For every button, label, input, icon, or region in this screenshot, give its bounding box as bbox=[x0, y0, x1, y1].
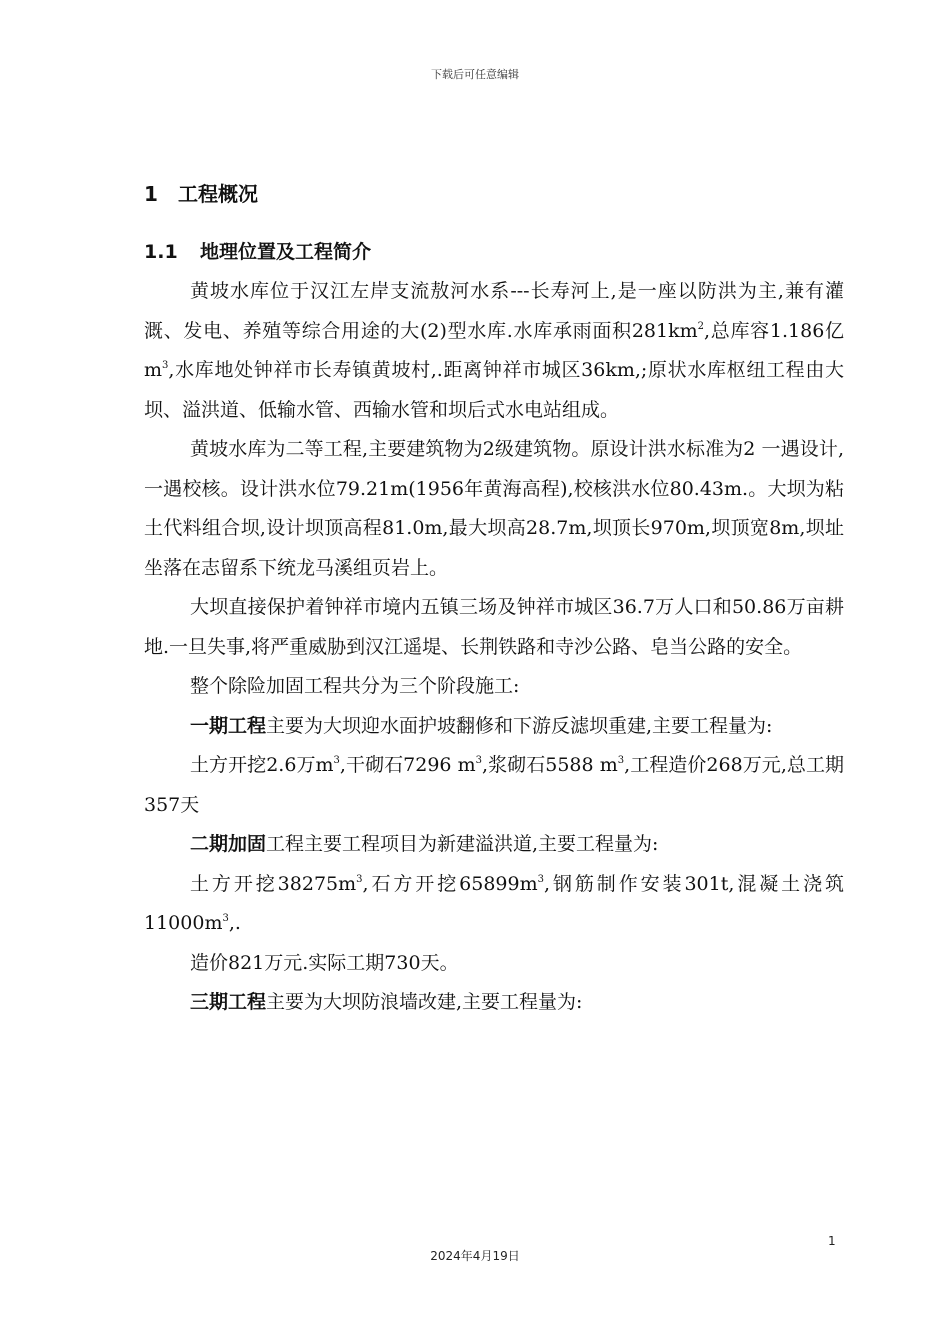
superscript: 3 bbox=[222, 913, 229, 924]
paragraph-phase3 bbox=[144, 983, 844, 1023]
paragraph-phases-intro: 整个除险加固工程共分为三个阶段施工: bbox=[190, 675, 520, 697]
text-run: 土方开挖2.6万m bbox=[190, 754, 334, 776]
superscript: 3 bbox=[475, 755, 483, 766]
text-run: 主要为大坝迎水面护坡翻修和下游反滤坝重建,主要工程量为: bbox=[266, 714, 773, 737]
section-title: 工程概况 bbox=[178, 182, 258, 206]
text-run: ,工程造价268万元,总工期357天 bbox=[144, 754, 845, 816]
text-run: ,石方开挖65899m bbox=[362, 872, 538, 895]
document-body bbox=[144, 180, 844, 1023]
text-run: ,. bbox=[228, 912, 241, 934]
phase2-label: 二期加固 bbox=[190, 833, 267, 855]
phase3-label: 三期工程 bbox=[190, 991, 267, 1013]
paragraph-design: 黄坡水库为二等工程,主要建筑物为2级建筑物。原设计洪水标准为2 一遇设计, 一遇校核。设计洪水位79.21m(1956年黄海高程),校核洪水位80.43m.。大坝为粘土代料组合坝,设计坝顶高程81.0m,最大坝高28.7m,坝顶长970m,坝顶宽8m,坝址坐落在志留系下统龙马溪组页岩上。 bbox=[144, 438, 844, 579]
text-run: 黄坡水库位于汉江左岸支流敖河水系---长寿河上,是一座以防洪为主,兼有灌溉、发电、养殖等综合用途的大(2)型水库.水库承雨面积281km bbox=[144, 280, 844, 342]
paragraph-location bbox=[144, 272, 844, 430]
superscript: 2 bbox=[697, 320, 704, 332]
text-run: ,浆砌石5588 m bbox=[482, 754, 618, 776]
text-run: ,钢筋制作安装301t,混凝土浇筑11000m bbox=[144, 872, 844, 934]
superscript: 3 bbox=[162, 360, 169, 371]
section-number: 1 bbox=[144, 182, 158, 206]
paragraph-phase2-quantities bbox=[144, 865, 844, 944]
superscript: 3 bbox=[537, 873, 544, 885]
subsection-number: 1.1 bbox=[144, 241, 178, 263]
paragraph-phase1 bbox=[144, 707, 844, 747]
superscript: 3 bbox=[333, 755, 340, 766]
paragraph-phase1-quantities bbox=[144, 746, 844, 825]
paragraph-phase2-cost: 造价821万元.实际工期730天。 bbox=[190, 951, 459, 974]
paragraph-phase2 bbox=[144, 825, 844, 865]
text-run: ,干砌石7296 m bbox=[339, 754, 476, 776]
phase1-label: 一期工程 bbox=[190, 714, 267, 737]
section-heading bbox=[144, 180, 844, 208]
subsection-title: 地理位置及工程简介 bbox=[200, 241, 372, 263]
text-run: 土方开挖38275m bbox=[190, 872, 357, 895]
subsection-heading bbox=[144, 238, 844, 266]
page-footer-date: 2024年4月19日 bbox=[430, 1249, 520, 1263]
page-number: 1 bbox=[828, 1234, 836, 1248]
paragraph-protection: 大坝直接保护着钟祥市境内五镇三场及钟祥市城区36.7万人口和50.86万亩耕地.一旦失事,将严重威胁到汉江遥堤、长荆铁路和寺沙公路、皂当公路的安全。 bbox=[144, 596, 844, 658]
text-run: ,总库容1.186亿m bbox=[144, 319, 845, 381]
text-run: 主要为大坝防浪墙改建,主要工程量为: bbox=[266, 991, 583, 1013]
text-run: ,水库地处钟祥市长寿镇黄坡村,.距离钟祥市城区36km,;原状水库枢纽工程由大坝、溢洪道、低输水管、西输水管和坝后式水电站组成。 bbox=[144, 359, 844, 421]
superscript: 3 bbox=[617, 755, 625, 766]
text-run: 工程主要工程项目为新建溢洪道,主要工程量为: bbox=[266, 833, 659, 855]
page-header: 下载后可任意编辑 bbox=[431, 68, 519, 81]
superscript: 3 bbox=[356, 873, 363, 885]
